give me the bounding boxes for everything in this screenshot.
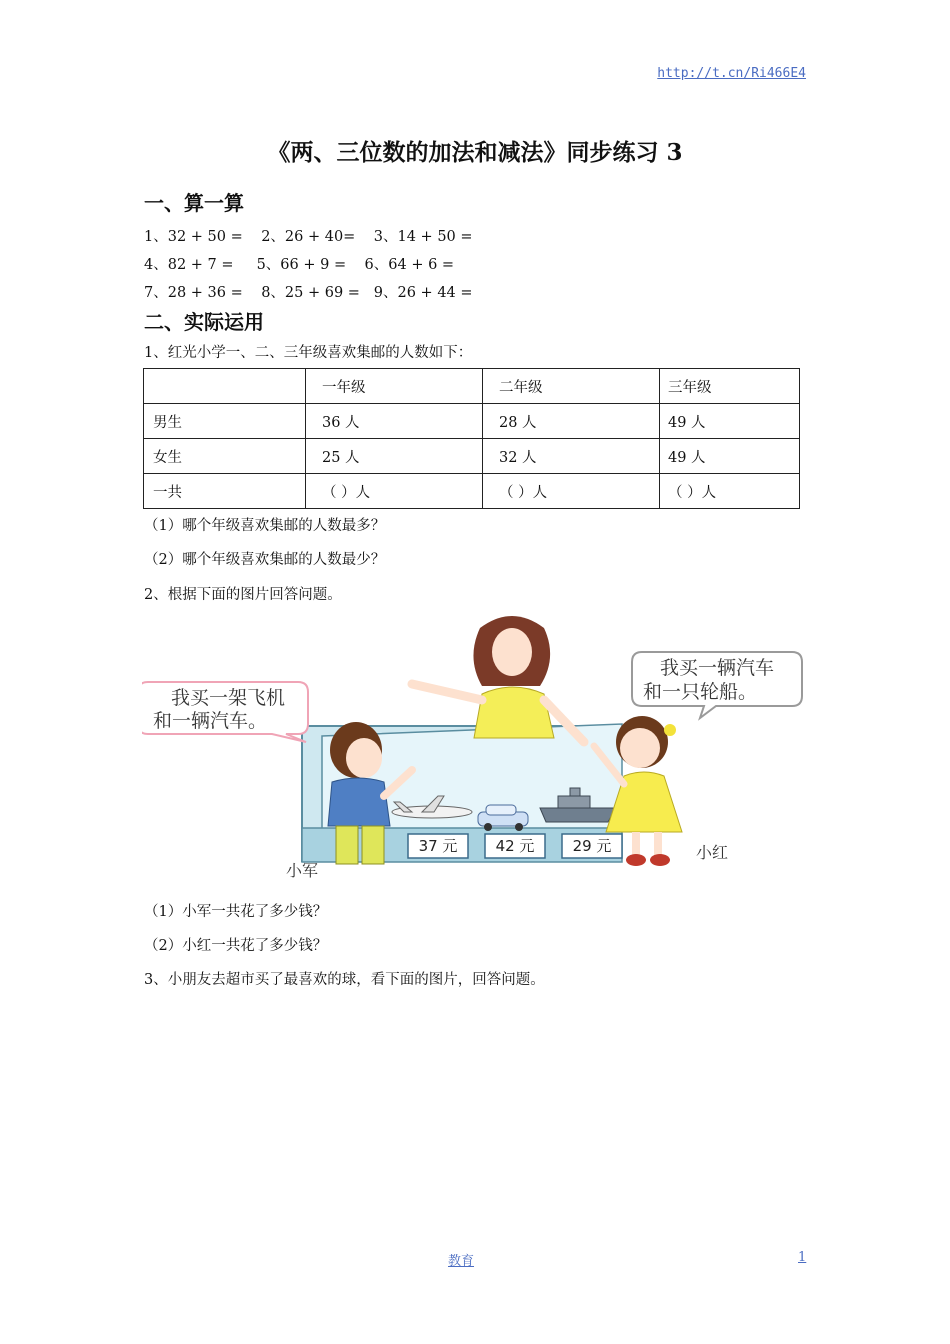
- price-tag-car: [485, 834, 545, 858]
- svg-text:29 元: 29 元: [572, 837, 612, 855]
- table-cell: 28 人: [483, 404, 660, 439]
- table-cell: 32 人: [483, 439, 660, 474]
- calc-line-1: 1、32 + 50 = 2、26 + 40= 3、14 + 50 =: [144, 229, 473, 245]
- table-cell: （ ）人: [306, 474, 483, 509]
- svg-text:和一只轮船。: 和一只轮船。: [642, 681, 758, 703]
- speech-bubble-left: [142, 682, 308, 742]
- svg-text:42 元: 42 元: [495, 837, 535, 855]
- page-title: 《两、三位数的加法和减法》同步练习 3: [267, 139, 683, 166]
- q2-intro: 2、根据下面的图片回答问题。: [144, 587, 342, 603]
- svg-text:37 元: 37 元: [418, 837, 458, 855]
- boy-name-label: 小军: [285, 861, 319, 880]
- table-row: [144, 439, 800, 474]
- section1-heading: 一、算一算: [144, 191, 244, 215]
- calc-line-2: 4、82 + 7 = 5、66 + 9 = 6、64 + 6 =: [144, 257, 455, 273]
- q3-intro: 3、小朋友去超市买了最喜欢的球，看下面的图片，回答问题。: [144, 972, 545, 988]
- section2-heading: 二、实际运用: [144, 310, 264, 334]
- table-cell: 36 人: [306, 404, 483, 439]
- svg-text:我买一架飞机: 我买一架飞机: [170, 687, 286, 709]
- girl-name-label: 小红: [695, 843, 729, 862]
- q1-intro: 1、红光小学一、二、三年级喜欢集邮的人数如下：: [144, 345, 473, 361]
- table-cell: 一年级: [306, 369, 483, 404]
- table-cell: 女生: [144, 439, 306, 474]
- page-number: 1: [798, 1250, 807, 1265]
- table-cell: （ ）人: [483, 474, 660, 509]
- q2-sub1: （1）小军一共花了多少钱？: [144, 904, 328, 920]
- calc-line-3: 7、28 + 36 = 8、25 + 69 = 9、26 + 44 =: [144, 285, 473, 301]
- svg-text:我买一辆汽车: 我买一辆汽车: [659, 657, 775, 679]
- svg-text:和一辆汽车。: 和一辆汽车。: [152, 710, 268, 732]
- table-row: [144, 474, 800, 509]
- table-cell: 49 人: [660, 439, 800, 474]
- price-tag-ship: [562, 834, 622, 858]
- teacher-figure: [412, 616, 584, 742]
- table-cell: 一共: [144, 474, 306, 509]
- table-row: [144, 404, 800, 439]
- price-tag-plane: [408, 834, 468, 858]
- table-cell: 二年级: [483, 369, 660, 404]
- table-header-row: [144, 369, 800, 404]
- stamp-stats-table: [143, 368, 800, 509]
- q2-sub2: （2）小红一共花了多少钱？: [144, 938, 328, 954]
- table-cell: 25 人: [306, 439, 483, 474]
- table-cell: （ ）人: [660, 474, 800, 509]
- footer-link[interactable]: 教育: [448, 1254, 475, 1269]
- speech-bubble-right: [632, 652, 802, 718]
- table-cell: 49 人: [660, 404, 800, 439]
- shopping-scene-illustration: [142, 606, 812, 891]
- header-link[interactable]: http://t.cn/Ri466E4: [657, 66, 806, 81]
- q1-sub2: （2）哪个年级喜欢集邮的人数最少？: [144, 552, 386, 568]
- q1-sub1: （1）哪个年级喜欢集邮的人数最多？: [144, 518, 386, 534]
- table-cell: [144, 369, 306, 404]
- table-cell: 三年级: [660, 369, 800, 404]
- table-cell: 男生: [144, 404, 306, 439]
